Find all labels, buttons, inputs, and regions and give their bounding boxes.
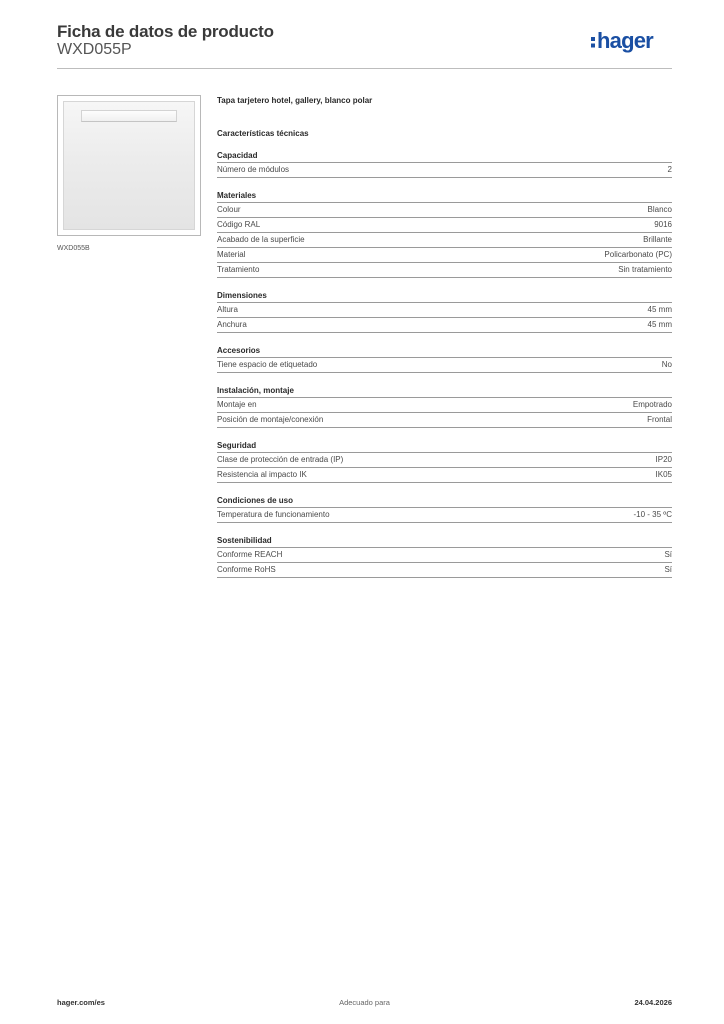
footer-suitable-for: Adecuado para xyxy=(339,998,390,1007)
spec-row xyxy=(217,263,672,278)
spec-value: Policarbonato (PC) xyxy=(604,250,672,259)
card-holder-plate xyxy=(63,101,195,230)
spec-section-title: Materiales xyxy=(217,190,672,203)
spec-key: Clase de protección de entrada (IP) xyxy=(217,455,344,464)
spec-row xyxy=(217,548,672,563)
spec-value: 45 mm xyxy=(647,320,672,329)
spec-row xyxy=(217,203,672,218)
spec-key: Resistencia al impacto IK xyxy=(217,470,307,479)
spec-value: Sí xyxy=(664,565,672,574)
spec-key: Tratamiento xyxy=(217,265,260,274)
spec-section-title: Dimensiones xyxy=(217,290,672,303)
spec-key: Temperatura de funcionamiento xyxy=(217,510,330,519)
spec-key: Tiene espacio de etiquetado xyxy=(217,360,318,369)
specifications xyxy=(217,95,672,590)
spec-key: Colour xyxy=(217,205,241,214)
spec-key: Anchura xyxy=(217,320,247,329)
spec-key: Código RAL xyxy=(217,220,261,229)
spec-key: Conforme REACH xyxy=(217,550,283,559)
spec-section xyxy=(217,495,672,523)
spec-value: -10 - 35 ºC xyxy=(633,510,672,519)
footer-website: hager.com/es xyxy=(57,998,105,1007)
spec-value: Frontal xyxy=(647,415,672,424)
spec-section-title: Capacidad xyxy=(217,150,672,163)
spec-row xyxy=(217,413,672,428)
product-reference: WXD055P xyxy=(57,41,132,58)
spec-section xyxy=(217,150,672,178)
product-image-caption: WXD055B xyxy=(57,245,90,252)
page-title: Ficha de datos de producto xyxy=(57,22,274,41)
spec-section-title: Seguridad xyxy=(217,440,672,453)
technical-characteristics-heading: Características técnicas xyxy=(217,129,309,138)
spec-row xyxy=(217,163,672,178)
spec-key: Posición de montaje/conexión xyxy=(217,415,324,424)
spec-key: Número de módulos xyxy=(217,165,290,174)
footer-date: 24.04.2026 xyxy=(634,998,672,1007)
spec-row xyxy=(217,248,672,263)
spec-section xyxy=(217,190,672,278)
product-description: Tapa tarjetero hotel, gallery, blanco polar xyxy=(217,96,373,105)
spec-key: Acabado de la superficie xyxy=(217,235,305,244)
spec-value: IP20 xyxy=(655,455,672,464)
spec-value: 45 mm xyxy=(647,305,672,314)
page-footer xyxy=(57,997,672,1009)
product-image xyxy=(57,95,201,236)
spec-row xyxy=(217,563,672,578)
spec-value: No xyxy=(661,360,672,369)
header-divider xyxy=(57,68,672,69)
spec-value: Sin tratamiento xyxy=(618,265,672,274)
spec-key: Material xyxy=(217,250,246,259)
hager-logo xyxy=(590,28,672,56)
spec-key: Montaje en xyxy=(217,400,257,409)
spec-value: Empotrado xyxy=(632,400,672,409)
spec-section-title: Condiciones de uso xyxy=(217,495,672,508)
spec-key: Conforme RoHS xyxy=(217,565,276,574)
spec-row xyxy=(217,303,672,318)
spec-section-title: Sostenibilidad xyxy=(217,535,672,548)
spec-row xyxy=(217,468,672,483)
spec-row xyxy=(217,453,672,468)
hager-logo-icon xyxy=(590,28,672,56)
spec-value: 2 xyxy=(667,165,672,174)
spec-key: Altura xyxy=(217,305,238,314)
spec-sections xyxy=(217,150,672,578)
spec-section xyxy=(217,345,672,373)
spec-row xyxy=(217,318,672,333)
spec-row xyxy=(217,508,672,523)
spec-row xyxy=(217,233,672,248)
spec-section xyxy=(217,535,672,578)
page-header xyxy=(57,20,672,70)
spec-row xyxy=(217,398,672,413)
spec-value: Sí xyxy=(664,550,672,559)
spec-section xyxy=(217,440,672,483)
spec-row xyxy=(217,218,672,233)
spec-value: 9016 xyxy=(654,220,672,229)
spec-section-title: Accesorios xyxy=(217,345,672,358)
spec-value: IK05 xyxy=(655,470,672,479)
spec-value: Blanco xyxy=(647,205,672,214)
spec-value: Brillante xyxy=(643,235,672,244)
spec-section xyxy=(217,385,672,428)
svg-text:hager: hager xyxy=(597,28,653,53)
spec-section xyxy=(217,290,672,333)
spec-row xyxy=(217,358,672,373)
card-slot xyxy=(81,110,177,122)
spec-section-title: Instalación, montaje xyxy=(217,385,672,398)
